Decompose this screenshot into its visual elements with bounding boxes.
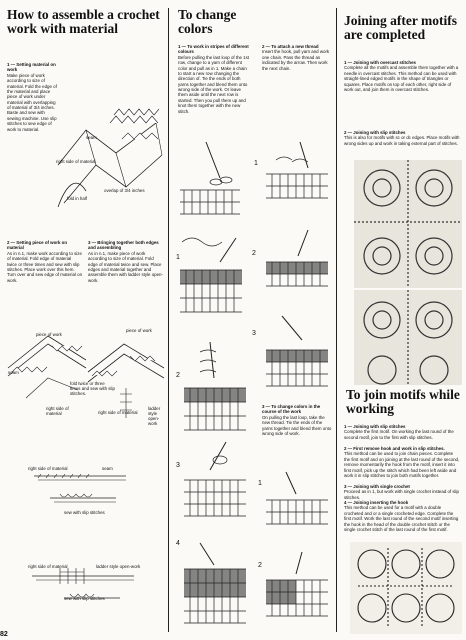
label-overlap: overlap of 3/4 inches <box>104 188 145 193</box>
column-rule-right <box>336 8 337 632</box>
label-piece-work-b: piece of work <box>126 328 152 333</box>
figure-number: 1 <box>258 480 262 487</box>
step-stripes: 1 — To work in stripes of different colours Before pulling the last loop of the 1st row, change to a yarn of different color and pull as in 1. Make a chain to start a new row changing the direction of. Tie the ends of both yarns together and blend them onto wrong side of the work. Or leave them aside until the next row is started. Then you pull them up and knot them together with the new stitch. <box>178 44 250 114</box>
figure-number: 4 <box>176 540 180 547</box>
label-ladder2: ladder style open-work <box>96 564 141 569</box>
swatch-stripes-2 <box>176 232 248 317</box>
diagram-setting-piece <box>8 328 88 408</box>
step-overcast: 1 — Joining with overcast stitches Complete all the motifs and assemble them together with a needle in overcast stitches. This method can be used with straight-lined edged motifs in the shape of triangles or squares. Place motifs on top of each other, right side of work out, and join them in overcast stitches. <box>344 60 459 92</box>
step-attach-thread: 2 — To attach a new thread Insert the hook, pull yarn and work one chain. Pass the thread as indicated by the arrow. Then work the next chain. <box>262 44 330 71</box>
step-slip-stitches: 2 — Joining with slip stitches This is also for motifs with sc or dc edges. Place motifs with wrong sides up and work in taking external part of stitches. <box>344 130 460 146</box>
section-title-assemble: How to assemble a crochet work with material <box>7 7 160 36</box>
label-piece-work-a: piece of work <box>36 332 62 337</box>
step-change-course: 3 — To change colors in the course of the work On pulling the last loop, take the new thread. Tie the ends of the yarns together and blend them onto wrong side of work. <box>262 404 332 436</box>
label-right-side3: right side of material <box>98 410 138 415</box>
figure-number: 2 <box>258 562 262 569</box>
step-single-crochet: 3 — Joining with single crochet Proceed as in 1, but work with single crochet instead of slip stitches. <box>344 484 459 500</box>
label-right-side2: right side of material <box>46 406 69 416</box>
step-setting-piece: 2 — Setting piece of work on material As in n.1, make work according to size of material. Fold edge of material twice or three times and sew with slip stitches. Place work over this hem. Turn over and sew edge of material on work. <box>7 240 83 283</box>
page-number: 82 <box>0 631 8 638</box>
swatch-stripes-3 <box>180 338 250 438</box>
label-sew-slip-b: sew with slip stitches <box>64 596 105 601</box>
swatch-course-1 <box>262 470 332 530</box>
section-title-joining-after: Joining after motifs are completed <box>344 13 457 42</box>
swatch-stripes-5 <box>180 535 250 625</box>
figure-number: 2 <box>176 372 180 379</box>
swatch-attach-1 <box>262 140 332 200</box>
section-title-change-colors: To change colors <box>178 7 237 36</box>
image-joined-motifs-2 <box>354 290 462 385</box>
section-title-joining-while: To join motifs while working <box>346 387 460 416</box>
label-fold-twice: fold twice or three times and sew with slip stitches. <box>70 381 115 396</box>
swatch-course-2 <box>262 548 332 618</box>
label-right-side: right side of material <box>56 159 96 164</box>
swatch-stripes-4 <box>180 440 250 520</box>
figure-number: 1 <box>176 254 180 261</box>
figure-number: 2 <box>252 250 256 257</box>
label-ladder: ladder style open-work <box>148 406 161 426</box>
label-rsm-ladder: right side of material <box>28 564 68 569</box>
figure-number: 1 <box>254 160 258 167</box>
label-fold-half: fold in half <box>67 196 88 201</box>
step-join-slip: 1 — Joining with slip stitches Complete the first motif. On working the last round of the second motif, join to the first with slip stitches. <box>344 424 454 440</box>
label-seam3: seam <box>102 466 113 471</box>
swatch-attach-3 <box>262 310 332 390</box>
label-seam2: seam <box>8 370 19 375</box>
label-seam: seam <box>86 135 97 140</box>
figure-number: 3 <box>176 462 180 469</box>
image-lace-motifs <box>350 542 462 634</box>
step-bringing-together: 3 — Bringing together both edges and assembling As in n.1, make piece of work according to size of material. Fold edge of material twice and sew. Place edges and material together and assemble them with ladder style open-work. <box>88 240 163 283</box>
label-sew-slip-a: sew with slip stitches <box>64 510 105 515</box>
swatch-stripes-1 <box>176 140 246 215</box>
swatch-attach-2 <box>262 226 332 296</box>
figure-number: 3 <box>252 330 256 337</box>
label-rsm-seam: right side of material <box>28 466 68 471</box>
column-rule-left <box>168 8 169 632</box>
step-setting-material: 1 — Setting material on work Make piece of work according to size of material. Fold the edge of the material and place piece of work under material with overlapping of material of 3/4 inches. Baste and sew with sewing machine. Use slip stitches to sew edge of work to material. <box>7 62 57 132</box>
step-remove-hook: 2 — First remove hook and work in slip stitches. This method can be used to join chain pieces. Complete the first motif and on joining at the last round of the second, remove momentarily the hook from the motif, insert it into first motif, pick up the stitch which had been left aside and work it in slip stitches to join both motifs together. <box>344 446 460 478</box>
image-joined-motifs-1 <box>354 160 462 288</box>
step-inserting-hook: 4 — Joining inserting the hook This method can be used for a motif with a double crocheted and or a single crocheted edge. Complete the first motif. Work the last round of the second motif inserting the hook in the head of the double crochet stitch or the single crochet stitch of the last round of the first motif. <box>344 500 459 532</box>
